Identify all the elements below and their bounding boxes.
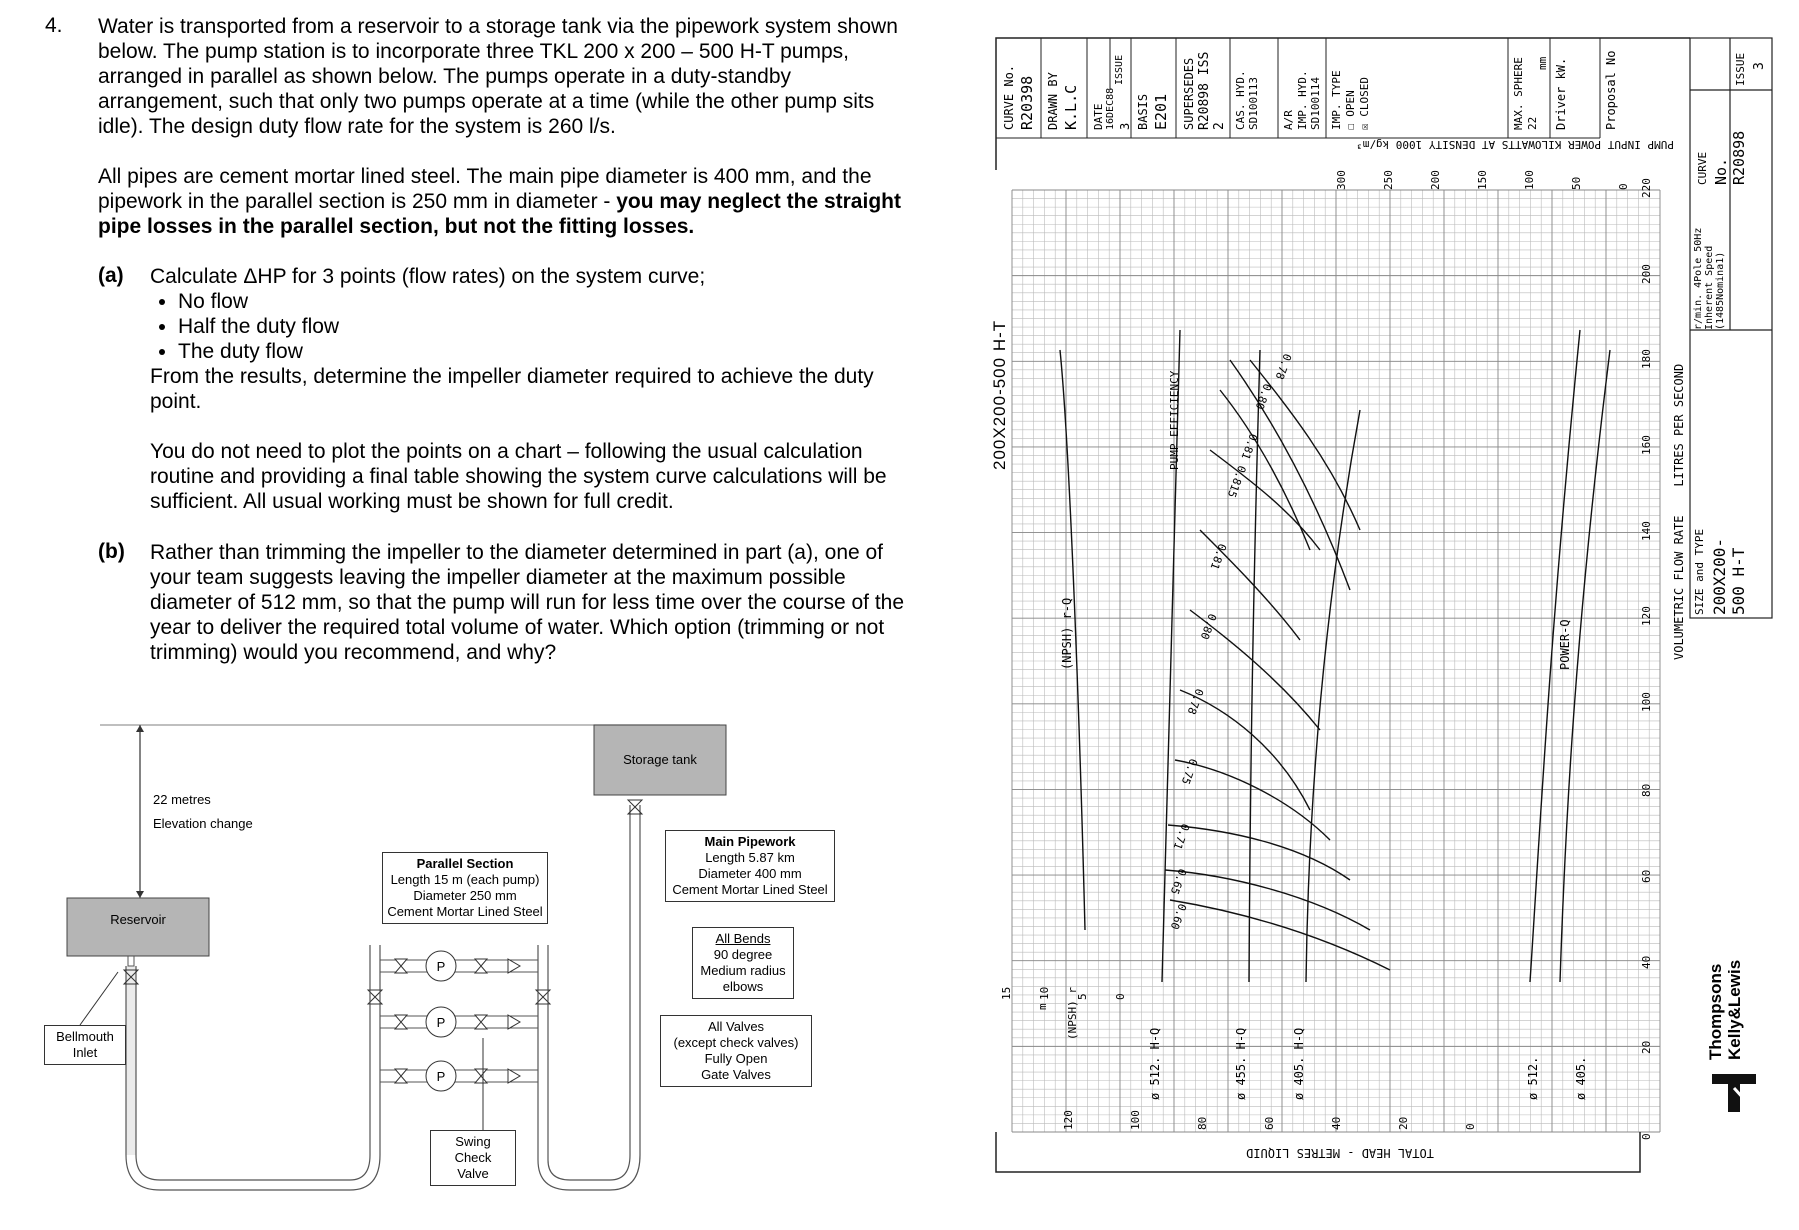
bends-line-2: Medium radius: [700, 963, 786, 978]
valves-line-1: (except check valves): [673, 1035, 799, 1050]
efficiency-value-3: 0.75: [1178, 756, 1200, 787]
flow-tick-0: 0: [1640, 1133, 1653, 1140]
hq-405-text: H-Q: [1292, 1027, 1306, 1050]
hdr-basis: E201: [1152, 93, 1170, 130]
hdr-driver-kw: Driver kW.: [1554, 57, 1568, 130]
head-axis-label: TOTAL HEAD - METRES LIQUID: [1246, 1146, 1434, 1160]
hdr-max-sphere: 22: [1526, 116, 1539, 130]
valves-title: All Valves: [707, 1019, 765, 1034]
npsh-tick-15: 15: [1000, 986, 1013, 1000]
bends-title: All Bends: [715, 931, 771, 946]
flow-tick-120: 120: [1640, 606, 1653, 627]
parallel-section-box: [382, 852, 548, 924]
hq-512-text: H-Q: [1148, 1027, 1162, 1050]
main-line-3: Cement Mortar Lined Steel: [672, 882, 828, 897]
footer-curve-no: No. R20898: [1712, 130, 1748, 185]
flow-tick-200: 200: [1640, 263, 1653, 284]
hdr-supersedes-label: SUPERSEDES: [1182, 57, 1196, 130]
npsh-tick-0: 0: [1114, 993, 1127, 1000]
hdr-date: 16DEC88: [1105, 87, 1116, 130]
parallel-line-2: Diameter 250 mm: [413, 888, 517, 903]
efficiency-value-5: 0.80: [1197, 611, 1219, 642]
power-tick-150: 150: [1476, 170, 1489, 190]
bellmouth-leader: [80, 972, 118, 1025]
npsh-axis-label: (NPSH) r: [1066, 987, 1079, 1040]
bends-line-1: 90 degree: [713, 947, 773, 962]
part-a-note: You do not need to plot the points on a chart – following the usual calculation routine and providing a final table showing the system curve calculations will be sufficient. All usual working must be shown for full credit.: [150, 440, 887, 513]
hdr-mm: mm: [1536, 56, 1549, 70]
npsh-tick-10: 10: [1038, 986, 1051, 1000]
hdr-curve-no: R20398: [1018, 75, 1036, 130]
elevation-arrowhead-bottom: [136, 891, 144, 898]
pump-1-label: P: [436, 959, 446, 974]
pipes-paragraph: [98, 164, 918, 239]
footer-speed-value: (1485Nomina1): [1715, 251, 1726, 330]
hq-512-label: [1148, 1028, 1162, 1100]
head-tick-80: 80: [1196, 1116, 1209, 1130]
question-intro: Water is transported from a reservoir to a storage tank via the pipework system shown below. The pump station is to incorporate three TKL 200 x 200 – 500 H-T pumps, arranged in parallel as shown below. The pumps operate in a duty-standby arrangement, such that only two pumps operate at a time (while the other pump sits idle). The design duty flow rate for the system is 260 l/s.: [98, 15, 898, 138]
valves-line-2: Fully Open: [704, 1051, 768, 1066]
bullet-duty: • The duty flow: [178, 339, 920, 364]
efficiency-value-7: 0.815: [1224, 463, 1249, 500]
flow-tick-40: 40: [1640, 955, 1653, 969]
bellmouth-box: [44, 1025, 126, 1065]
power-axis-label: PUMP INPUT POWER KILOWATTS AT DENSITY 1000 kg/m³: [1356, 138, 1674, 151]
brand-line-1: Thompsons: [1706, 963, 1725, 1060]
pipes-bold-note: you may neglect the straight pipe losses in the parallel section, but not the fitting losses.: [98, 190, 901, 238]
bends-box: [692, 927, 794, 999]
bullet-no-flow: • No flow: [178, 289, 920, 314]
efficiency-value-0: 0.60: [1167, 901, 1189, 932]
part-a-body: [150, 264, 920, 514]
pipes-text: All pipes are cement mortar lined steel. The main pipe diameter is 400 mm, and the pipework in the parallel section is 250 mm in diameter -: [98, 165, 872, 213]
reservoir-outlet: [128, 956, 134, 966]
part-a-label: (a): [98, 264, 124, 287]
reservoir-label: Reservoir: [110, 912, 166, 927]
power-tick-0: 0: [1617, 183, 1630, 190]
hdr-imp-open: ☐ OPEN: [1344, 90, 1357, 130]
brand-line-2: Kelly&Lewis: [1725, 959, 1744, 1060]
head-tick-0: 0: [1464, 1123, 1477, 1130]
pump-row-1: [380, 951, 538, 981]
hdr-basis-label: BASIS: [1136, 93, 1150, 130]
hdr-issue-label: ISSUE: [1114, 54, 1125, 85]
npsh-curve-label: (NPSH) r-Q: [1060, 597, 1074, 670]
efficiency-value-8: 0.81: [1238, 431, 1260, 462]
flow-tick-100: 100: [1640, 691, 1653, 712]
npsh-tick-5: 5: [1076, 993, 1089, 1000]
hq-512-diameter: ø 512.: [1148, 1056, 1162, 1100]
bends-line-3: elbows: [722, 979, 764, 994]
storage-tank-label: Storage tank: [623, 752, 697, 767]
footer-issue: 3: [1752, 62, 1767, 70]
efficiency-value-1: 0.65: [1167, 866, 1189, 897]
pump-curve-sheet: [990, 30, 1780, 1200]
efficiency-label: PUMP EFFICIENCY: [1168, 370, 1181, 470]
npsh-unit: m: [1036, 1003, 1049, 1010]
hq-455-label: [1234, 1028, 1248, 1100]
head-tick-60: 60: [1263, 1116, 1276, 1130]
elevation-value: 22 metres: [153, 792, 211, 807]
flow-tick-60: 60: [1640, 869, 1653, 884]
bellmouth-label: Bellmouth Inlet: [56, 1029, 114, 1060]
hq-405-diameter: ø 405.: [1292, 1056, 1306, 1100]
power-tick-200: 200: [1429, 170, 1442, 190]
parallel-line-3: Cement Mortar Lined Steel: [387, 904, 543, 919]
efficiency-value-2: 0.71: [1170, 821, 1192, 852]
power-512-curve: [1530, 330, 1580, 982]
hq-455-diameter: ø 455.: [1234, 1056, 1248, 1100]
power-405-label: ø 405.: [1574, 1056, 1588, 1100]
footer-speed-sub: Inherent Speed: [1704, 245, 1715, 330]
hq-405-curve: [1306, 410, 1360, 982]
hq-455-text: H-Q: [1234, 1027, 1248, 1050]
pump-row-3: [380, 1061, 538, 1091]
swing-check-label: Swing Check Valve: [454, 1134, 492, 1181]
flow-axis-label: VOLUMETRIC FLOW RATE LITRES PER SECOND: [1672, 363, 1686, 660]
efficiency-value-9: 0.80: [1252, 381, 1274, 412]
pump-curve-graphic: [990, 30, 1780, 1200]
part-a-followup: From the results, determine the impeller diameter required to achieve the duty point.: [150, 365, 874, 413]
power-curve-label: POWER-Q: [1558, 619, 1572, 670]
footer-curve-label: CURVE: [1696, 151, 1709, 185]
flow-tick-180: 180: [1640, 349, 1653, 370]
hdr-ar-label: A/R: [1282, 110, 1295, 130]
power-tick-100: 100: [1523, 170, 1536, 190]
efficiency-value-6: 0.81: [1207, 541, 1229, 572]
power-512-label: ø 512.: [1526, 1056, 1540, 1100]
question-number: 4.: [45, 14, 63, 37]
hdr-drawn-by-label: DRAWN BY: [1046, 72, 1060, 130]
hdr-proposal: Proposal No: [1604, 50, 1618, 130]
hdr-date-label: DATE: [1092, 103, 1105, 130]
main-line-2: Diameter 400 mm: [698, 866, 802, 881]
flow-tick-160: 160: [1640, 435, 1653, 455]
head-tick-20: 20: [1397, 1116, 1410, 1130]
main-line-1: Length 5.87 km: [705, 850, 795, 865]
head-tick-120: 120: [1062, 1110, 1075, 1130]
model-title: 200X200-500 H-T: [990, 319, 1009, 470]
hq-405-label: [1292, 1028, 1306, 1100]
brand-logo-icon: [1710, 1070, 1760, 1116]
power-tick-250: 250: [1382, 170, 1395, 190]
part-b-text: Rather than trimming the impeller to the diameter determined in part (a), one of your team suggests leaving the impeller diameter at the maximum possible diameter of 512 mm, so that the pump will run for less time over the course of the year to deliver the required total volume of water. Which option (trimming or not trimming) would you recommend, and why?: [150, 541, 905, 664]
main-title: Main Pipework: [704, 834, 796, 849]
pump-3-label: P: [436, 1069, 446, 1084]
valves-line-3: Gate Valves: [701, 1067, 771, 1082]
footer-size-label: SIZE and TYPE: [1693, 528, 1706, 615]
pump-row-2: [380, 1007, 538, 1037]
hdr-imp-type-label: IMP. TYPE: [1330, 70, 1343, 130]
chart-curves: [1060, 330, 1610, 982]
hdr-imp-closed: ☒ CLOSED: [1358, 77, 1371, 130]
efficiency-value-10: 0.78: [1272, 351, 1294, 382]
parallel-title: Parallel Section: [416, 856, 514, 871]
bullet-half-duty: • Half the duty flow: [178, 314, 920, 339]
efficiency-value-4: 0.78: [1184, 686, 1206, 717]
head-tick-40: 40: [1330, 1116, 1343, 1130]
hdr-supersedes: R20898 ISS 2: [1197, 51, 1227, 130]
power-tick-300: 300: [1335, 170, 1348, 190]
elevation-label: Elevation change: [153, 816, 253, 831]
hdr-issue: 3: [1118, 122, 1132, 130]
elevation-arrowhead-top: [136, 725, 144, 732]
hdr-curve-no-label: CURVE No.: [1002, 64, 1016, 130]
brand-name: [1706, 960, 1744, 1060]
main-pipework-box: [665, 830, 835, 902]
part-a-intro: Calculate ΔHP for 3 points (flow rates) on the system curve;: [150, 265, 706, 288]
flow-tick-80: 80: [1640, 784, 1653, 798]
hdr-drawn-by: K.L.C: [1062, 84, 1080, 130]
hdr-cas-hyd: CAS. HYD. SD100113: [1234, 70, 1260, 130]
flow-tick-20: 20: [1640, 1041, 1653, 1055]
hdr-max-sphere-label: MAX. SPHERE: [1512, 57, 1525, 130]
pump-2-label: P: [436, 1015, 446, 1030]
parallel-line-1: Length 15 m (each pump): [390, 872, 540, 887]
head-tick-100: 100: [1129, 1110, 1142, 1130]
footer-issue-label: ISSUE: [1734, 52, 1747, 86]
power-tick-50: 50: [1570, 176, 1583, 190]
part-b-label: (b): [98, 540, 125, 563]
hdr-imp-hyd: IMP. HYD. SD100114: [1296, 70, 1322, 130]
footer-size: 200X200-500 H-T: [1710, 537, 1748, 615]
swing-check-box: [430, 1130, 516, 1186]
flow-tick-140: 140: [1640, 520, 1653, 541]
footer-speed-label: r/min. 4Pole 50Hz: [1693, 227, 1704, 330]
flow-tick-220: 220: [1640, 178, 1653, 198]
valves-box: [660, 1015, 812, 1087]
part-a-bullets: [150, 289, 920, 364]
